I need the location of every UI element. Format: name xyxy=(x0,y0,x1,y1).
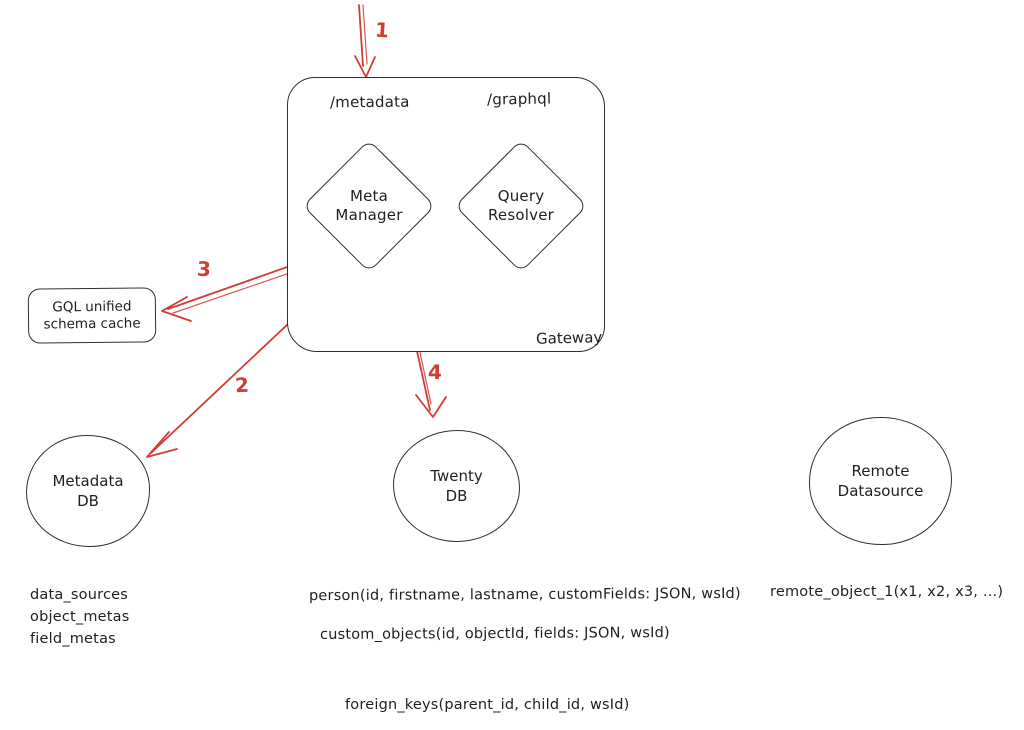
metadata-db-table-2: object_metas xyxy=(30,609,130,625)
gql-schema-cache-line2: schema cache xyxy=(43,314,141,333)
remote-datasource-node xyxy=(809,417,952,545)
gql-schema-cache-line1: GQL unified xyxy=(52,298,132,315)
flow-step-4-label: 4 xyxy=(427,359,443,385)
metadata-db-label-line2: DB xyxy=(77,492,99,510)
twenty-db-label-line1: Twenty xyxy=(430,467,483,485)
remote-object-table: remote_object_1(x1, x2, x3, ...) xyxy=(770,584,1004,600)
twenty-db-person-table: person(id, firstname, lastname, customFields: JSON, wsId) xyxy=(308,585,741,605)
query-resolver-label xyxy=(461,187,581,225)
metadata-db-node xyxy=(26,435,150,547)
flow-step-1-label: 1 xyxy=(374,17,390,43)
meta-manager-label-line1: Meta xyxy=(349,187,389,205)
remote-datasource-label-line2: Datasource xyxy=(837,482,924,500)
flow-step-3-label: 3 xyxy=(196,256,212,282)
metadata-db-table-1: data_sources xyxy=(30,587,129,603)
query-resolver-label-line2: Resolver xyxy=(487,206,554,224)
remote-datasource-label-line1: Remote xyxy=(851,462,910,480)
arrow-1-request-in xyxy=(355,5,375,77)
gql-schema-cache-node xyxy=(28,287,157,343)
endpoint-graphql-label: /graphql xyxy=(486,89,552,109)
flow-step-2-label: 2 xyxy=(234,372,250,398)
twenty-db-foreign-keys-table: foreign_keys(parent_id, child_id, wsId) xyxy=(345,697,630,713)
twenty-db-node xyxy=(393,430,520,542)
endpoint-metadata-label: /metadata xyxy=(329,92,410,112)
metadata-db-label-line1: Metadata xyxy=(52,472,124,490)
meta-manager-label-line2: Manager xyxy=(335,206,403,224)
metadata-db-tables xyxy=(30,584,130,650)
meta-manager-label xyxy=(309,187,429,225)
gateway-label: Gateway xyxy=(535,328,603,348)
metadata-db-table-3: field_metas xyxy=(30,631,116,647)
twenty-db-label-line2: DB xyxy=(445,487,468,505)
query-resolver-label-line1: Query xyxy=(497,187,545,205)
twenty-db-custom-objects-table: custom_objects(id, objectId, fields: JSON, wsId) xyxy=(319,625,670,643)
